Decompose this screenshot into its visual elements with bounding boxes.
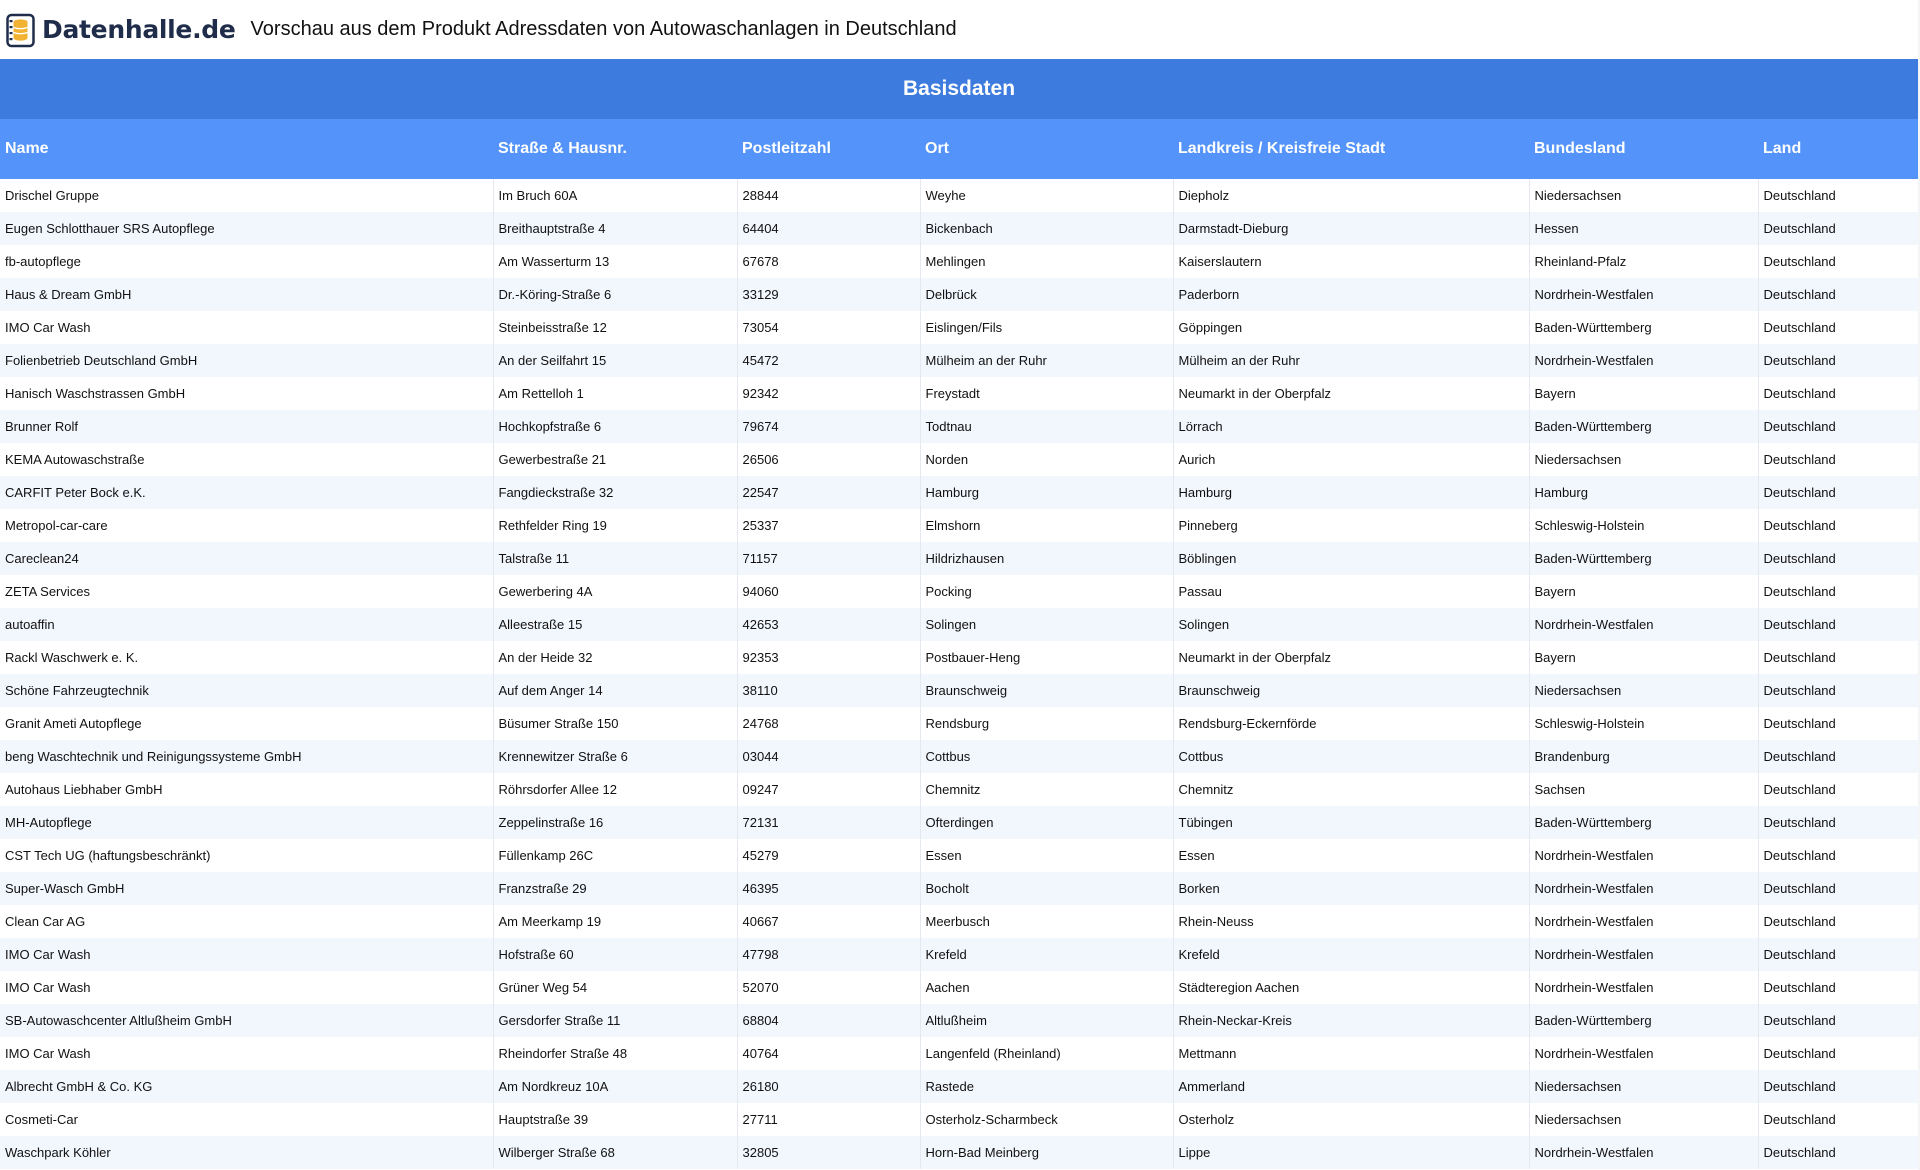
- name-cell: Granit Ameti Autopflege: [0, 707, 493, 740]
- table-row[interactable]: [0, 707, 1918, 740]
- country-cell: Deutschland: [1758, 575, 1918, 608]
- city-cell: Eislingen/Fils: [920, 311, 1173, 344]
- state-cell: Nordrhein-Westfalen: [1529, 938, 1758, 971]
- country-cell: Deutschland: [1758, 443, 1918, 476]
- name-cell: ZETA Services: [0, 575, 493, 608]
- country-cell: Deutschland: [1758, 311, 1918, 344]
- state-cell: Rheinland-Pfalz: [1529, 245, 1758, 278]
- city-cell: Hildrizhausen: [920, 542, 1173, 575]
- address-table: [0, 59, 1918, 1169]
- district-cell: Rhein-Neckar-Kreis: [1173, 1004, 1529, 1037]
- street-cell: Hochkopfstraße 6: [493, 410, 737, 443]
- street-cell: Alleestraße 15: [493, 608, 737, 641]
- street-cell: Franzstraße 29: [493, 872, 737, 905]
- city-cell: Langenfeld (Rheinland): [920, 1037, 1173, 1070]
- country-cell: Deutschland: [1758, 740, 1918, 773]
- table-row[interactable]: [0, 872, 1918, 905]
- city-cell: Altlußheim: [920, 1004, 1173, 1037]
- country-cell: Deutschland: [1758, 542, 1918, 575]
- street-cell: Wilberger Straße 68: [493, 1136, 737, 1169]
- state-cell: Baden-Württemberg: [1529, 1004, 1758, 1037]
- postcode-cell: 45279: [737, 839, 920, 872]
- city-cell: Rastede: [920, 1070, 1173, 1103]
- table-row[interactable]: [0, 1070, 1918, 1103]
- country-cell: Deutschland: [1758, 1070, 1918, 1103]
- state-cell: Nordrhein-Westfalen: [1529, 608, 1758, 641]
- table-row[interactable]: [0, 773, 1918, 806]
- district-cell: Passau: [1173, 575, 1529, 608]
- state-cell: Nordrhein-Westfalen: [1529, 344, 1758, 377]
- street-cell: Dr.-Köring-Straße 6: [493, 278, 737, 311]
- postcode-cell: 79674: [737, 410, 920, 443]
- table-row[interactable]: [0, 509, 1918, 542]
- name-cell: IMO Car Wash: [0, 1037, 493, 1070]
- country-cell: Deutschland: [1758, 806, 1918, 839]
- name-cell: Haus & Dream GmbH: [0, 278, 493, 311]
- state-cell: Bayern: [1529, 641, 1758, 674]
- table-row[interactable]: [0, 278, 1918, 311]
- state-cell: Niedersachsen: [1529, 1103, 1758, 1136]
- district-cell: Aurich: [1173, 443, 1529, 476]
- city-cell: Mülheim an der Ruhr: [920, 344, 1173, 377]
- country-cell: Deutschland: [1758, 1103, 1918, 1136]
- state-cell: Niedersachsen: [1529, 1070, 1758, 1103]
- name-cell: IMO Car Wash: [0, 311, 493, 344]
- country-cell: Deutschland: [1758, 674, 1918, 707]
- name-cell: Clean Car AG: [0, 905, 493, 938]
- name-cell: Brunner Rolf: [0, 410, 493, 443]
- district-cell: Krefeld: [1173, 938, 1529, 971]
- postcode-cell: 71157: [737, 542, 920, 575]
- street-cell: Zeppelinstraße 16: [493, 806, 737, 839]
- table-row[interactable]: [0, 1136, 1918, 1169]
- street-cell: Gewerbestraße 21: [493, 443, 737, 476]
- name-cell: Hanisch Waschstrassen GmbH: [0, 377, 493, 410]
- city-cell: Rendsburg: [920, 707, 1173, 740]
- city-cell: Freystadt: [920, 377, 1173, 410]
- city-cell: Bocholt: [920, 872, 1173, 905]
- state-cell: Nordrhein-Westfalen: [1529, 971, 1758, 1004]
- country-cell: Deutschland: [1758, 1004, 1918, 1037]
- table-row[interactable]: [0, 443, 1918, 476]
- country-cell: Deutschland: [1758, 377, 1918, 410]
- city-cell: Krefeld: [920, 938, 1173, 971]
- state-cell: Nordrhein-Westfalen: [1529, 1037, 1758, 1070]
- name-cell: Rackl Waschwerk e. K.: [0, 641, 493, 674]
- city-cell: Elmshorn: [920, 509, 1173, 542]
- postcode-cell: 40764: [737, 1037, 920, 1070]
- district-cell: Göppingen: [1173, 311, 1529, 344]
- table-row[interactable]: [0, 377, 1918, 410]
- street-cell: Büsumer Straße 150: [493, 707, 737, 740]
- street-cell: Im Bruch 60A: [493, 179, 737, 212]
- name-cell: Super-Wasch GmbH: [0, 872, 493, 905]
- city-cell: Pocking: [920, 575, 1173, 608]
- district-cell: Mettmann: [1173, 1037, 1529, 1070]
- country-cell: Deutschland: [1758, 872, 1918, 905]
- street-cell: Füllenkamp 26C: [493, 839, 737, 872]
- name-cell: beng Waschtechnik und Reinigungssysteme GmbH: [0, 740, 493, 773]
- city-cell: Hamburg: [920, 476, 1173, 509]
- postcode-cell: 45472: [737, 344, 920, 377]
- column-header-country[interactable]: Land: [1758, 119, 1918, 179]
- city-cell: Osterholz-Scharmbeck: [920, 1103, 1173, 1136]
- state-cell: Schleswig-Holstein: [1529, 707, 1758, 740]
- city-cell: Horn-Bad Meinberg: [920, 1136, 1173, 1169]
- district-cell: Böblingen: [1173, 542, 1529, 575]
- name-cell: CARFIT Peter Bock e.K.: [0, 476, 493, 509]
- street-cell: Fangdieckstraße 32: [493, 476, 737, 509]
- name-cell: Autohaus Liebhaber GmbH: [0, 773, 493, 806]
- country-cell: Deutschland: [1758, 245, 1918, 278]
- state-cell: Niedersachsen: [1529, 179, 1758, 212]
- street-cell: Breithauptstraße 4: [493, 212, 737, 245]
- district-cell: Ammerland: [1173, 1070, 1529, 1103]
- brand-name: Datenhalle.de: [42, 15, 236, 44]
- postcode-cell: 32805: [737, 1136, 920, 1169]
- table-row[interactable]: [0, 674, 1918, 707]
- district-cell: Kaiserslautern: [1173, 245, 1529, 278]
- city-cell: Essen: [920, 839, 1173, 872]
- street-cell: Steinbeisstraße 12: [493, 311, 737, 344]
- postcode-cell: 42653: [737, 608, 920, 641]
- state-cell: Bayern: [1529, 377, 1758, 410]
- postcode-cell: 52070: [737, 971, 920, 1004]
- district-cell: Lippe: [1173, 1136, 1529, 1169]
- state-cell: Baden-Württemberg: [1529, 542, 1758, 575]
- district-cell: Cottbus: [1173, 740, 1529, 773]
- city-cell: Norden: [920, 443, 1173, 476]
- table-row[interactable]: [0, 971, 1918, 1004]
- column-header-city[interactable]: Ort: [920, 119, 1173, 179]
- country-cell: Deutschland: [1758, 344, 1918, 377]
- country-cell: Deutschland: [1758, 476, 1918, 509]
- district-cell: Chemnitz: [1173, 773, 1529, 806]
- country-cell: Deutschland: [1758, 212, 1918, 245]
- postcode-cell: 03044: [737, 740, 920, 773]
- table-row[interactable]: [0, 905, 1918, 938]
- district-cell: Borken: [1173, 872, 1529, 905]
- district-cell: Braunschweig: [1173, 674, 1529, 707]
- database-logo-icon: [6, 12, 36, 48]
- state-cell: Hessen: [1529, 212, 1758, 245]
- table-row[interactable]: [0, 938, 1918, 971]
- postcode-cell: 92353: [737, 641, 920, 674]
- group-header-row: [0, 59, 1918, 119]
- name-cell: Albrecht GmbH & Co. KG: [0, 1070, 493, 1103]
- postcode-cell: 22547: [737, 476, 920, 509]
- street-cell: Röhrsdorfer Allee 12: [493, 773, 737, 806]
- column-header-district[interactable]: Landkreis / Kreisfreie Stadt: [1173, 119, 1529, 179]
- state-cell: Baden-Württemberg: [1529, 410, 1758, 443]
- name-cell: KEMA Autowaschstraße: [0, 443, 493, 476]
- city-cell: Cottbus: [920, 740, 1173, 773]
- state-cell: Nordrhein-Westfalen: [1529, 905, 1758, 938]
- city-cell: Solingen: [920, 608, 1173, 641]
- city-cell: Ofterdingen: [920, 806, 1173, 839]
- table-row[interactable]: [0, 476, 1918, 509]
- table-row[interactable]: [0, 542, 1918, 575]
- table-row[interactable]: [0, 179, 1918, 212]
- postcode-cell: 33129: [737, 278, 920, 311]
- state-cell: Schleswig-Holstein: [1529, 509, 1758, 542]
- state-cell: Brandenburg: [1529, 740, 1758, 773]
- street-cell: Am Meerkamp 19: [493, 905, 737, 938]
- district-cell: Mülheim an der Ruhr: [1173, 344, 1529, 377]
- district-cell: Darmstadt-Dieburg: [1173, 212, 1529, 245]
- street-cell: Auf dem Anger 14: [493, 674, 737, 707]
- postcode-cell: 24768: [737, 707, 920, 740]
- state-cell: Niedersachsen: [1529, 674, 1758, 707]
- city-cell: Weyhe: [920, 179, 1173, 212]
- state-cell: Sachsen: [1529, 773, 1758, 806]
- page-title: Vorschau aus dem Produkt Adressdaten von Autowaschanlagen in Deutschland: [250, 18, 957, 40]
- name-cell: autoaffin: [0, 608, 493, 641]
- city-cell: Delbrück: [920, 278, 1173, 311]
- column-header-row: [0, 119, 1918, 179]
- top-bar: [0, 0, 1920, 59]
- street-cell: Rethfelder Ring 19: [493, 509, 737, 542]
- district-cell: Osterholz: [1173, 1103, 1529, 1136]
- district-cell: Tübingen: [1173, 806, 1529, 839]
- country-cell: Deutschland: [1758, 179, 1918, 212]
- table-row[interactable]: [0, 212, 1918, 245]
- table-row[interactable]: [0, 608, 1918, 641]
- city-cell: Aachen: [920, 971, 1173, 1004]
- street-cell: An der Seilfahrt 15: [493, 344, 737, 377]
- postcode-cell: 09247: [737, 773, 920, 806]
- table-row[interactable]: [0, 806, 1918, 839]
- city-cell: Chemnitz: [920, 773, 1173, 806]
- table-row[interactable]: [0, 245, 1918, 278]
- name-cell: SB-Autowaschcenter Altlußheim GmbH: [0, 1004, 493, 1037]
- table-row[interactable]: [0, 1004, 1918, 1037]
- country-cell: Deutschland: [1758, 839, 1918, 872]
- city-cell: Postbauer-Heng: [920, 641, 1173, 674]
- street-cell: Krennewitzer Straße 6: [493, 740, 737, 773]
- city-cell: Meerbusch: [920, 905, 1173, 938]
- city-cell: Todtnau: [920, 410, 1173, 443]
- district-cell: Lörrach: [1173, 410, 1529, 443]
- street-cell: Gersdorfer Straße 11: [493, 1004, 737, 1037]
- group-header-basisdaten: Basisdaten: [0, 59, 1918, 119]
- table-row[interactable]: [0, 1037, 1918, 1070]
- table-row[interactable]: [0, 575, 1918, 608]
- country-cell: Deutschland: [1758, 278, 1918, 311]
- street-cell: Am Wasserturm 13: [493, 245, 737, 278]
- postcode-cell: 26180: [737, 1070, 920, 1103]
- country-cell: Deutschland: [1758, 641, 1918, 674]
- postcode-cell: 46395: [737, 872, 920, 905]
- street-cell: Grüner Weg 54: [493, 971, 737, 1004]
- district-cell: Städteregion Aachen: [1173, 971, 1529, 1004]
- district-cell: Paderborn: [1173, 278, 1529, 311]
- name-cell: Cosmeti-Car: [0, 1103, 493, 1136]
- street-cell: Rheindorfer Straße 48: [493, 1037, 737, 1070]
- name-cell: Folienbetrieb Deutschland GmbH: [0, 344, 493, 377]
- name-cell: Drischel Gruppe: [0, 179, 493, 212]
- street-cell: Am Nordkreuz 10A: [493, 1070, 737, 1103]
- country-cell: Deutschland: [1758, 1037, 1918, 1070]
- name-cell: IMO Car Wash: [0, 971, 493, 1004]
- country-cell: Deutschland: [1758, 773, 1918, 806]
- country-cell: Deutschland: [1758, 971, 1918, 1004]
- city-cell: Braunschweig: [920, 674, 1173, 707]
- country-cell: Deutschland: [1758, 707, 1918, 740]
- postcode-cell: 67678: [737, 245, 920, 278]
- name-cell: IMO Car Wash: [0, 938, 493, 971]
- postcode-cell: 68804: [737, 1004, 920, 1037]
- postcode-cell: 27711: [737, 1103, 920, 1136]
- postcode-cell: 28844: [737, 179, 920, 212]
- state-cell: Bayern: [1529, 575, 1758, 608]
- name-cell: MH-Autopflege: [0, 806, 493, 839]
- district-cell: Essen: [1173, 839, 1529, 872]
- country-cell: Deutschland: [1758, 410, 1918, 443]
- postcode-cell: 73054: [737, 311, 920, 344]
- street-cell: Am Rettelloh 1: [493, 377, 737, 410]
- street-cell: Hauptstraße 39: [493, 1103, 737, 1136]
- column-header-state[interactable]: Bundesland: [1529, 119, 1758, 179]
- table-row[interactable]: [0, 344, 1918, 377]
- column-header-postcode[interactable]: Postleitzahl: [737, 119, 920, 179]
- district-cell: Solingen: [1173, 608, 1529, 641]
- state-cell: Nordrhein-Westfalen: [1529, 1136, 1758, 1169]
- district-cell: Rhein-Neuss: [1173, 905, 1529, 938]
- postcode-cell: 26506: [737, 443, 920, 476]
- state-cell: Niedersachsen: [1529, 443, 1758, 476]
- postcode-cell: 64404: [737, 212, 920, 245]
- district-cell: Diepholz: [1173, 179, 1529, 212]
- city-cell: Mehlingen: [920, 245, 1173, 278]
- city-cell: Bickenbach: [920, 212, 1173, 245]
- country-cell: Deutschland: [1758, 1136, 1918, 1169]
- postcode-cell: 92342: [737, 377, 920, 410]
- postcode-cell: 47798: [737, 938, 920, 971]
- table-row[interactable]: [0, 1103, 1918, 1136]
- column-header-street[interactable]: Straße & Hausnr.: [493, 119, 737, 179]
- state-cell: Nordrhein-Westfalen: [1529, 278, 1758, 311]
- country-cell: Deutschland: [1758, 509, 1918, 542]
- table-body: [0, 179, 1918, 1169]
- district-cell: Hamburg: [1173, 476, 1529, 509]
- name-cell: Waschpark Köhler: [0, 1136, 493, 1169]
- country-cell: Deutschland: [1758, 905, 1918, 938]
- district-cell: Neumarkt in der Oberpfalz: [1173, 641, 1529, 674]
- postcode-cell: 25337: [737, 509, 920, 542]
- name-cell: Metropol-car-care: [0, 509, 493, 542]
- street-cell: Talstraße 11: [493, 542, 737, 575]
- country-cell: Deutschland: [1758, 938, 1918, 971]
- country-cell: Deutschland: [1758, 608, 1918, 641]
- street-cell: Gewerbering 4A: [493, 575, 737, 608]
- table-row[interactable]: [0, 839, 1918, 872]
- state-cell: Baden-Württemberg: [1529, 311, 1758, 344]
- street-cell: Hofstraße 60: [493, 938, 737, 971]
- table-row[interactable]: [0, 311, 1918, 344]
- data-table-container: [0, 59, 1918, 1169]
- name-cell: Careclean24: [0, 542, 493, 575]
- state-cell: Nordrhein-Westfalen: [1529, 872, 1758, 905]
- brand-logo[interactable]: [6, 0, 236, 59]
- table-row[interactable]: [0, 641, 1918, 674]
- column-header-name[interactable]: Name: [0, 119, 493, 179]
- table-row[interactable]: [0, 410, 1918, 443]
- state-cell: Hamburg: [1529, 476, 1758, 509]
- table-row[interactable]: [0, 740, 1918, 773]
- district-cell: Pinneberg: [1173, 509, 1529, 542]
- postcode-cell: 40667: [737, 905, 920, 938]
- postcode-cell: 72131: [737, 806, 920, 839]
- state-cell: Baden-Württemberg: [1529, 806, 1758, 839]
- street-cell: An der Heide 32: [493, 641, 737, 674]
- postcode-cell: 94060: [737, 575, 920, 608]
- postcode-cell: 38110: [737, 674, 920, 707]
- name-cell: Schöne Fahrzeugtechnik: [0, 674, 493, 707]
- state-cell: Nordrhein-Westfalen: [1529, 839, 1758, 872]
- name-cell: fb-autopflege: [0, 245, 493, 278]
- name-cell: Eugen Schlotthauer SRS Autopflege: [0, 212, 493, 245]
- district-cell: Rendsburg-Eckernförde: [1173, 707, 1529, 740]
- district-cell: Neumarkt in der Oberpfalz: [1173, 377, 1529, 410]
- name-cell: CST Tech UG (haftungsbeschränkt): [0, 839, 493, 872]
